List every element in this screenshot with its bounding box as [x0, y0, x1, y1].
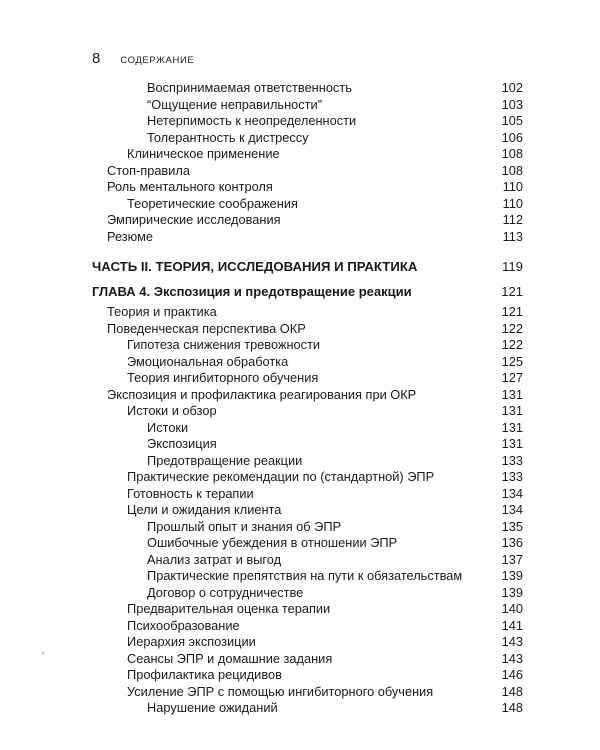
toc-entry-title: Готовность к терапии — [127, 485, 254, 501]
toc-entry-title: Экспозиция и профилактика реагирования при ОКР — [107, 386, 417, 402]
toc-entry-title: Иерархия экспозиции — [127, 634, 256, 649]
toc-entry — [0, 552, 600, 569]
toc-entry — [0, 585, 600, 602]
page-header — [92, 50, 194, 67]
toc-entry-page: 106 — [501, 129, 523, 145]
toc-entry-page: 139 — [501, 568, 523, 583]
toc-entry-title: Усиление ЭПР с помощью ингибиторного обучения — [127, 683, 434, 699]
toc-entry-page: 122 — [501, 337, 523, 352]
toc-entry — [0, 700, 600, 717]
toc-entry-title: Толерантность к дистрессу — [147, 129, 309, 145]
toc-entry-title: Предварительная оценка терапии — [127, 601, 331, 616]
toc-chapter-entry — [0, 282, 600, 301]
toc-entry-page: 135 — [501, 518, 523, 534]
toc-entry-title: Теория и практика — [107, 304, 217, 319]
table-of-contents — [0, 80, 600, 717]
toc-entry-page: 136 — [501, 535, 523, 550]
toc-entry-title: Ошибочные убеждения в отношении ЭПР — [147, 535, 398, 550]
toc-entry-title: Истоки и обзор — [127, 403, 217, 418]
toc-entry — [0, 146, 600, 163]
toc-entry — [0, 568, 600, 585]
toc-entry — [0, 179, 600, 196]
toc-entry-title: Психообразование — [127, 617, 240, 633]
toc-entry-title: “Ощущение неправильности” — [147, 96, 322, 112]
toc-entry — [0, 684, 600, 701]
toc-entry-page: 143 — [501, 650, 523, 666]
toc-entry-title: Истоки — [147, 419, 189, 435]
toc-entry — [0, 80, 600, 97]
toc-entry-page: 131 — [501, 419, 523, 435]
toc-entry — [0, 196, 600, 213]
toc-entry-title: Прошлый опыт и знания об ЭПР — [147, 518, 342, 534]
toc-entry-page: 113 — [502, 228, 523, 244]
toc-entry — [0, 304, 600, 321]
toc-entry-title: Теоретические соображения — [127, 195, 298, 211]
toc-entry-title: Профилактика рецидивов — [127, 667, 282, 682]
toc-entry-page: 127 — [501, 370, 523, 385]
toc-entry — [0, 502, 600, 519]
toc-entry — [0, 420, 600, 437]
toc-entry-page: 131 — [501, 403, 523, 418]
toc-entry-page: 119 — [501, 259, 523, 274]
toc-entry — [0, 667, 600, 684]
toc-entry-page: 148 — [501, 700, 523, 715]
toc-entry-page: 122 — [501, 320, 523, 336]
toc-entry — [0, 337, 600, 354]
toc-entry-title: Экспозиция — [147, 436, 217, 451]
toc-entry-title: Гипотеза снижения тревожности — [127, 337, 321, 352]
scan-speck — [42, 652, 44, 654]
toc-entry-title: Практические рекомендации по (стандартной) ЭПР — [127, 469, 435, 484]
toc-entry — [0, 436, 600, 453]
toc-entry-title: Предотвращение реакции — [147, 452, 303, 468]
toc-entry-title: ГЛАВА 4. Экспозиция и предотвращение реакции — [92, 284, 412, 299]
toc-entry-title: Анализ затрат и выгод — [147, 551, 282, 567]
toc-entry-title: Практические препятствия на пути к обязательствам — [147, 568, 463, 583]
toc-entry-page: 134 — [501, 502, 523, 517]
page-number: 8 — [92, 50, 101, 67]
toc-entry — [0, 618, 600, 635]
toc-entry-title: Цели и ожидания клиента — [127, 502, 282, 517]
toc-entry — [0, 229, 600, 246]
toc-entry-page: 141 — [501, 617, 523, 633]
toc-entry-page: 121 — [501, 284, 523, 299]
toc-entry-title: Клиническое применение — [127, 146, 280, 161]
toc-entry — [0, 370, 600, 387]
toc-entry-title: Сеансы ЭПР и домашние задания — [127, 650, 333, 666]
toc-entry-page: 143 — [501, 634, 523, 649]
toc-entry-title: Воспринимаемая ответственность — [147, 80, 352, 95]
toc-entry — [0, 97, 600, 114]
toc-entry-title: Нарушение ожиданий — [147, 700, 278, 715]
toc-entry-page: 103 — [501, 96, 523, 112]
toc-entry-page: 133 — [501, 469, 523, 484]
toc-entry-title: Роль ментального контроля — [107, 179, 273, 194]
toc-entry-page: 131 — [501, 436, 523, 451]
toc-entry-page: 105 — [501, 113, 523, 128]
toc-entry-title: Нетерпимость к неопределенности — [147, 113, 357, 128]
toc-entry-page: 137 — [501, 551, 523, 567]
toc-entry — [0, 163, 600, 180]
toc-entry-title: Договор о сотрудничестве — [147, 584, 304, 600]
toc-entry-title: Стоп-правила — [107, 162, 190, 178]
toc-entry-page: 148 — [501, 683, 523, 699]
toc-entry — [0, 634, 600, 651]
toc-entry-page: 131 — [501, 386, 523, 402]
toc-entry-title: Эмпирические исследования — [107, 212, 281, 227]
toc-entry-page: 112 — [502, 212, 523, 227]
toc-entry-page: 139 — [501, 584, 523, 600]
toc-entry — [0, 453, 600, 470]
toc-entry — [0, 601, 600, 618]
toc-entry — [0, 651, 600, 668]
toc-entry — [0, 212, 600, 229]
toc-entry — [0, 519, 600, 536]
toc-part-entry — [0, 257, 600, 277]
toc-entry — [0, 130, 600, 147]
toc-entry — [0, 486, 600, 503]
toc-entry — [0, 113, 600, 130]
toc-entry-page: 121 — [501, 304, 523, 319]
toc-entry-page: 140 — [501, 601, 523, 616]
toc-entry-page: 110 — [502, 195, 523, 211]
toc-entry-title: Эмоциональная обработка — [127, 353, 289, 369]
toc-entry-title: Поведенческая перспектива ОКР — [107, 320, 306, 336]
toc-entry-page: 102 — [501, 80, 523, 95]
toc-entry — [0, 535, 600, 552]
toc-entry-page: 108 — [501, 146, 523, 161]
toc-entry-title: Резюме — [107, 228, 154, 244]
toc-entry-page: 134 — [501, 485, 523, 501]
toc-entry — [0, 403, 600, 420]
toc-entry-title: ЧАСТЬ II. ТЕОРИЯ, ИССЛЕДОВАНИЯ И ПРАКТИКА — [92, 259, 418, 274]
running-head: СОДЕРЖАНИЕ — [120, 55, 195, 66]
toc-entry-page: 146 — [501, 667, 523, 682]
toc-entry-page: 110 — [502, 179, 523, 194]
toc-entry — [0, 387, 600, 404]
toc-entry-title: Теория ингибиторного обучения — [127, 370, 319, 385]
toc-entry — [0, 469, 600, 486]
toc-entry-page: 125 — [501, 353, 523, 369]
toc-entry — [0, 354, 600, 371]
toc-entry-page: 108 — [501, 162, 523, 178]
toc-entry — [0, 321, 600, 338]
toc-entry-page: 133 — [501, 452, 523, 468]
